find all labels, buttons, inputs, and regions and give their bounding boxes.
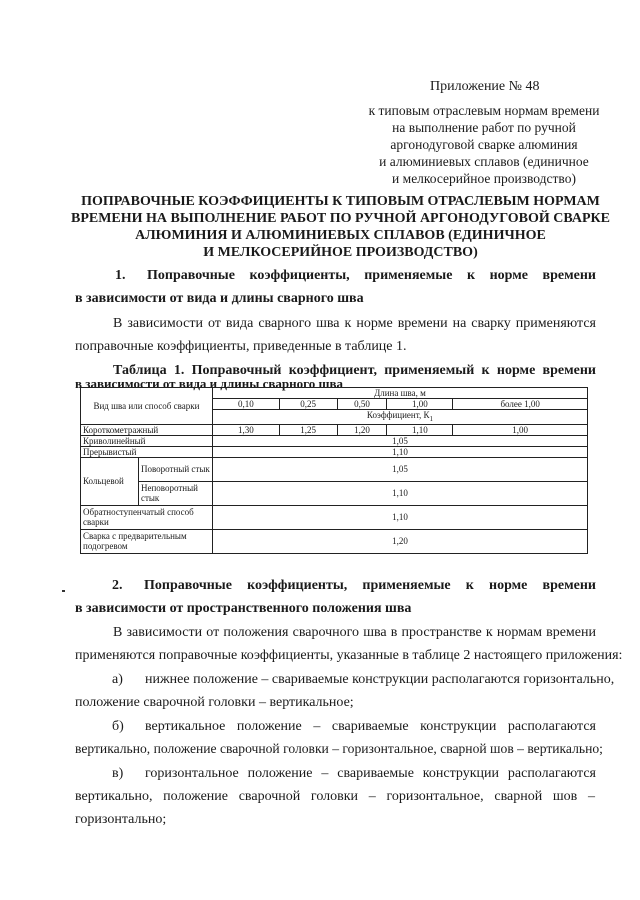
table1-cell: 1,20 [337,424,387,435]
section2-item-b-line1: б) вертикальное положение – свариваемые конструкции располагаются [112,719,596,734]
section2-item-c-line1: в) горизонтальное положение – свариваемые конструкции располагаются [112,766,596,781]
table1-cell: 1,10 [387,424,453,435]
table1-length-col: 0,10 [212,399,279,410]
section2-paragraph-line2: применяются поправочные коэффициенты, указанные в таблице 2 настоящего приложения: [75,648,623,663]
appendix-subtitle [355,102,613,187]
section2-item-a-line1: а) нижнее положение – свариваемые конструкции располагаются горизонтально, [112,672,615,687]
table1-row-sublabel: Поворотный стык [138,457,212,481]
table1-row-label: Прерывистый [81,446,213,457]
subtitle-line: и алюминиевых сплавов (единичное [379,154,589,169]
table1-length-col: 0,50 [337,399,387,410]
table1-header-weld-type: Вид шва или способ сварки [81,388,213,425]
table1-row-label: Обратноступенчатый способ сварки [81,505,213,529]
table1-row-label: Сварка с предварительным подогревом [81,529,213,553]
table1-cell: 1,10 [212,505,587,529]
subtitle-line: к типовым отраслевым нормам времени [368,103,600,118]
section1-number: 1. [115,268,126,283]
table1 [80,387,588,554]
table1-length-col: более 1,00 [453,399,588,410]
section1-paragraph-line1: В зависимости от вида сварного шва к норме времени на сварку применяются [113,316,596,331]
section2-title-line1: 2. Поправочные коэффициенты, применяемые к норме времени [112,578,596,593]
subtitle-line: аргонодуговой сварке алюминия [390,137,578,152]
section1-title-line2: в зависимости от вида и длины сварного шва [75,291,364,306]
heading-line: ВРЕМЕНИ НА ВЫПОЛНЕНИЕ РАБОТ ПО РУЧНОЙ АРГОНОДУГОВОЙ СВАРКЕ [70,211,610,226]
section1-title-line1: 1. Поправочные коэффициенты, применяемые к норме времени [115,268,596,283]
table1-cell: 1,00 [453,424,588,435]
table1-cell: 1,25 [279,424,337,435]
table1-row-sublabel: Неповоротный стык [138,481,212,505]
subtitle-line: и мелкосерийное производство) [392,171,576,186]
section1-paragraph-line2: поправочные коэффициенты, приведенные в таблице 1. [75,339,407,354]
table1-row-label: Короткометражный [81,424,213,435]
section2-item-c-line3: горизонтально; [75,812,167,827]
item-letter: б) [112,719,124,734]
section2-item-a-line2: положение сварочной головки – вертикальное; [75,695,354,710]
table1-row-label: Кольцевой [81,457,139,505]
section2-title-line2: в зависимости от пространственного положения шва [75,601,412,616]
table1-row-label: Криволинейный [81,435,213,446]
table1-cell: 1,05 [212,457,587,481]
item-letter: в) [112,766,124,781]
table1-cell: 1,10 [212,481,587,505]
table1-length-col: 1,00 [387,399,453,410]
heading-line: АЛЮМИНИЯ И АЛЮМИНИЕВЫХ СПЛАВОВ (ЕДИНИЧНОЕ [135,228,546,243]
table1-cell: 1,30 [212,424,279,435]
scan-mark [62,590,65,592]
heading-line: ПОПРАВОЧНЫЕ КОЭФФИЦИЕНТЫ К ТИПОВЫМ ОТРАСЛЕВЫМ НОРМАМ [81,194,600,209]
table1-cell: 1,20 [212,529,587,553]
section2-item-c-line2: вертикально, положение сварочной головки – горизонтальное, сварной шов – [75,789,595,804]
appendix-number: Приложение № 48 [430,79,540,94]
subtitle-line: на выполнение работ по ручной [392,120,576,135]
table1-cell: 1,05 [212,435,587,446]
item-letter: а) [112,672,123,687]
table1-header-coefficient: Коэффициент, $К_1$ [212,410,587,425]
table1-cell: 1,10 [212,446,587,457]
table1-header-length: Длина шва, м [212,388,587,399]
section2-item-b-line2: вертикально, положение сварочной головки – горизонтальное, сварной шов – вертикально; [75,741,603,756]
heading-line: И МЕЛКОСЕРИЙНОЕ ПРОИЗВОДСТВО) [203,245,478,260]
document-heading [68,193,613,261]
table1-caption-line1: Таблица 1. Поправочный коэффициент, применяемый к норме времени [113,363,596,378]
section2-number: 2. [112,578,123,593]
table1-caption-line2: в зависимости от вида и длины сварного шва [75,376,343,391]
section2-paragraph-line1: В зависимости от положения сварочного шва в пространстве к нормам времени [113,625,596,640]
table1-length-col: 0,25 [279,399,337,410]
